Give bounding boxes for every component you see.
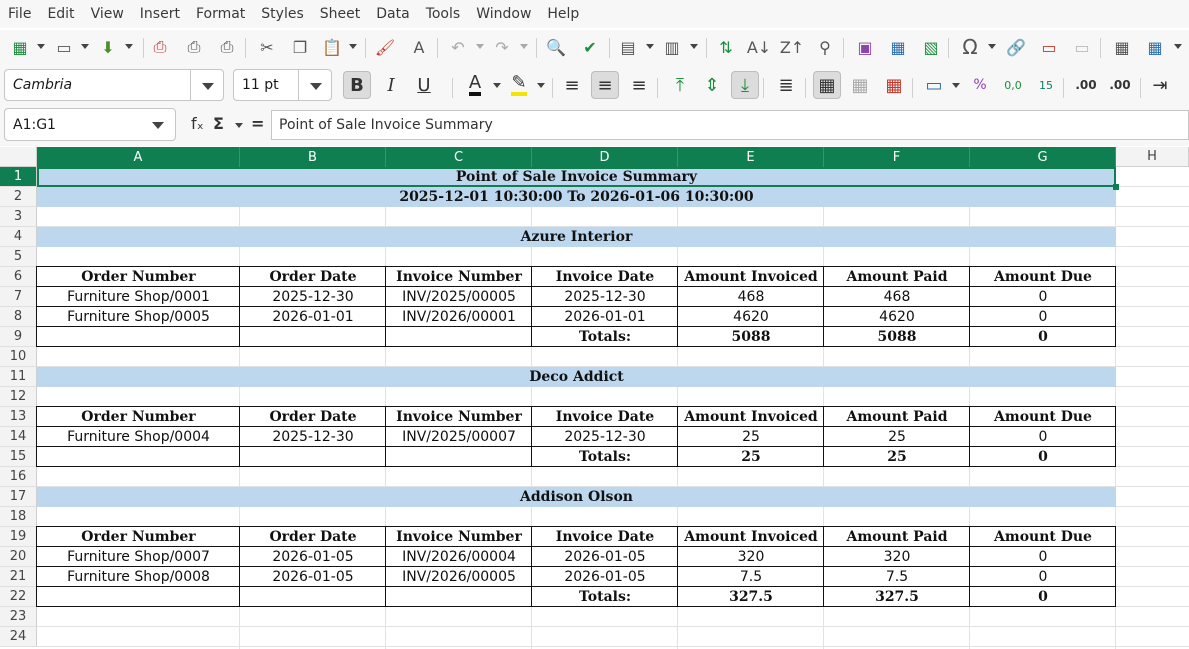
insert-image-icon[interactable]: ▣ (857, 37, 873, 57)
table-cell[interactable]: 320 (883, 549, 911, 565)
date-format-icon[interactable]: 15 (1039, 78, 1053, 92)
column-heading[interactable]: Invoice Number (396, 409, 522, 425)
table-cell[interactable]: 0 (1038, 309, 1048, 325)
export-pdf-icon[interactable]: ⎙ (153, 37, 167, 56)
column-header-f[interactable]: F (824, 147, 970, 167)
totals-cell[interactable]: 327.5 (875, 589, 919, 605)
table-border (37, 426, 1116, 427)
delete-decimal-icon[interactable]: .00 (1109, 78, 1131, 92)
report-title[interactable]: Point of Sale Invoice Summary (37, 167, 1116, 187)
table-cell[interactable]: Furniture Shop/0001 (67, 289, 210, 305)
currency-dropdown-icon[interactable] (952, 83, 960, 88)
table-cell[interactable]: 2025-12-30 (272, 289, 354, 305)
table-cell[interactable]: 4620 (879, 309, 915, 325)
table-cell[interactable]: 25 (742, 429, 760, 445)
row-header-4[interactable]: 4 (0, 227, 37, 247)
autofill-handle[interactable] (1113, 184, 1119, 190)
highlight-dropdown-icon[interactable] (537, 83, 545, 88)
table-border (823, 526, 824, 607)
table-border (677, 526, 678, 607)
table-border (969, 526, 970, 607)
save-dropdown-icon[interactable] (125, 44, 133, 49)
column-heading[interactable]: Amount Paid (846, 409, 948, 425)
table-border (37, 346, 1116, 347)
table-border (1115, 526, 1116, 607)
table-cell[interactable]: INV/2025/00007 (402, 429, 516, 445)
unmerge-cells-icon[interactable]: ▦ (885, 74, 903, 96)
name-box-dropdown-icon[interactable] (141, 109, 175, 140)
grid-line-horizontal (37, 626, 1189, 627)
font-color-icon[interactable]: A (461, 71, 489, 99)
insert-chart-icon[interactable]: ▦ (890, 37, 906, 57)
table-cell[interactable]: 2026-01-05 (564, 569, 646, 585)
row-header-24[interactable]: 24 (0, 627, 37, 647)
freeze-dropdown-icon[interactable] (1174, 44, 1182, 49)
table-border (36, 266, 37, 347)
column-heading[interactable]: Order Number (81, 529, 196, 545)
table-border (677, 266, 678, 347)
table-cell[interactable]: 468 (883, 289, 911, 305)
totals-cell[interactable]: 0 (1038, 589, 1048, 605)
autofilter-icon[interactable]: ⚲ (819, 37, 831, 57)
row-dropdown-icon[interactable] (646, 44, 654, 49)
table-cell[interactable]: 4620 (733, 309, 769, 325)
table-cell[interactable]: 7.5 (739, 569, 763, 585)
table-cell[interactable]: 0 (1038, 289, 1048, 305)
number-format-icon[interactable]: 0,0 (1004, 78, 1022, 92)
column-heading[interactable]: Invoice Date (555, 269, 655, 285)
table-border (531, 266, 532, 347)
totals-label[interactable]: Totals: (578, 589, 632, 605)
row-header-18[interactable]: 18 (0, 507, 37, 527)
table-border (239, 526, 240, 607)
column-heading[interactable]: Order Date (269, 529, 357, 545)
font-color-dropdown-icon[interactable] (493, 83, 501, 88)
totals-label[interactable]: Totals: (578, 449, 632, 465)
table-cell[interactable]: 2026-01-05 (564, 549, 646, 565)
row-header-13[interactable]: 13 (0, 407, 37, 427)
table-cell[interactable]: Furniture Shop/0005 (67, 309, 210, 325)
column-heading[interactable]: Order Number (81, 269, 196, 285)
align-top-icon[interactable]: ⤒ (676, 74, 684, 96)
define-print-area-icon[interactable]: ▦ (1114, 37, 1130, 57)
font-name-dropdown-icon[interactable] (190, 70, 223, 100)
row-header-22[interactable]: 22 (0, 587, 37, 607)
special-character-icon[interactable]: Ω (962, 35, 978, 59)
table-cell[interactable]: 2026-01-01 (272, 309, 354, 325)
table-border (677, 406, 678, 467)
table-cell[interactable]: 0 (1038, 549, 1048, 565)
table-cell[interactable]: 0 (1038, 429, 1048, 445)
formatting-toolbar (0, 64, 1189, 106)
sum-dropdown-icon[interactable] (235, 123, 243, 128)
column-headers (0, 147, 1189, 167)
row-header-10[interactable]: 10 (0, 347, 37, 367)
clone-formatting-icon[interactable]: 🖌 (374, 37, 396, 57)
copy-icon[interactable]: ❐ (292, 37, 308, 57)
table-cell[interactable]: 2025-12-30 (564, 289, 646, 305)
totals-cell[interactable]: 0 (1038, 449, 1048, 465)
column-heading[interactable]: Amount Due (994, 409, 1092, 425)
row-header-5[interactable]: 5 (0, 247, 37, 267)
report-period[interactable]: 2025-12-01 10:30:00 To 2026-01-06 10:30:00 (37, 187, 1116, 207)
menu-sheet[interactable]: Sheet (319, 6, 361, 22)
name-box[interactable] (4, 108, 176, 141)
table-border (239, 406, 240, 467)
totals-label[interactable]: Totals: (578, 329, 632, 345)
table-border (36, 406, 37, 467)
row-header-11[interactable]: 11 (0, 367, 37, 387)
table-border (531, 526, 532, 607)
clear-formatting-icon[interactable]: A (413, 37, 425, 57)
print-icon[interactable]: ⎙ (187, 37, 201, 56)
menu-bar (0, 0, 1189, 28)
comment-icon[interactable]: ▭ (1041, 37, 1057, 57)
formula-bar (0, 106, 1189, 146)
function-wizard-icon[interactable]: fₓ (191, 114, 204, 133)
row-header-17[interactable]: 17 (0, 487, 37, 507)
undo-icon[interactable]: ↶ (451, 37, 465, 57)
table-border (239, 266, 240, 347)
sum-icon[interactable]: Σ (213, 114, 224, 133)
table-cell[interactable]: INV/2025/00005 (402, 289, 516, 305)
freeze-rows-columns-icon[interactable]: ▦ (1147, 37, 1163, 57)
font-name-value[interactable]: Cambria (13, 77, 73, 93)
column-dropdown-icon[interactable] (690, 44, 698, 49)
totals-cell[interactable]: 25 (741, 449, 761, 465)
font-name-box[interactable] (4, 69, 224, 101)
table-border (37, 606, 1116, 607)
column-heading[interactable]: Amount Invoiced (684, 269, 818, 285)
row-header-19[interactable]: 19 (0, 527, 37, 547)
paste-icon[interactable]: 📋 (322, 37, 342, 57)
menu-data[interactable]: Data (376, 6, 410, 22)
column-header-b[interactable]: B (240, 147, 386, 167)
bold-button[interactable]: B (343, 71, 371, 99)
column-heading[interactable]: Amount Due (994, 529, 1092, 545)
totals-cell[interactable]: 0 (1038, 329, 1048, 345)
cut-icon[interactable]: ✂ (260, 37, 274, 57)
column-header-c[interactable]: C (386, 147, 532, 167)
column-heading[interactable]: Order Date (269, 409, 357, 425)
hyperlink-icon[interactable]: 🔗 (1006, 37, 1026, 57)
table-cell[interactable]: 7.5 (885, 569, 909, 585)
currency-format-icon[interactable]: ▭ (925, 74, 943, 96)
table-cell[interactable]: 468 (737, 289, 765, 305)
column-heading[interactable]: Amount Due (994, 269, 1092, 285)
customer-name[interactable]: Azure Interior (37, 227, 1116, 247)
row-header-1[interactable]: 1 (0, 167, 37, 187)
totals-cell[interactable]: 5088 (731, 329, 771, 345)
table-border (823, 266, 824, 347)
print-preview-icon[interactable]: ⎙ (220, 37, 234, 56)
add-decimal-icon[interactable]: .00 (1075, 78, 1097, 92)
row-header-20[interactable]: 20 (0, 547, 37, 567)
underline-button[interactable]: U (417, 74, 431, 96)
column-header-e[interactable]: E (678, 147, 824, 167)
align-left-icon[interactable]: ≡ (564, 74, 580, 96)
column-heading[interactable]: Invoice Date (555, 409, 655, 425)
menu-tools[interactable]: Tools (425, 6, 461, 22)
table-border (385, 266, 386, 347)
table-cell[interactable]: 2025-12-30 (564, 429, 646, 445)
row-header-9[interactable]: 9 (0, 327, 37, 347)
table-cell[interactable]: 2026-01-05 (272, 569, 354, 585)
totals-cell[interactable]: 25 (887, 449, 907, 465)
special-character-dropdown-icon[interactable] (988, 44, 996, 49)
column-header-a[interactable]: A (37, 147, 240, 167)
menu-file[interactable]: File (8, 6, 32, 22)
percent-format-icon[interactable]: % (973, 77, 987, 93)
table-border (1115, 266, 1116, 347)
table-border (37, 266, 1116, 267)
column-heading[interactable]: Amount Paid (846, 269, 948, 285)
font-size-box[interactable] (233, 69, 332, 101)
table-border (969, 266, 970, 347)
column-heading[interactable]: Order Number (81, 409, 196, 425)
table-border (37, 586, 1116, 587)
column-icon[interactable]: ▥ (664, 37, 680, 57)
row-header-15[interactable]: 15 (0, 447, 37, 467)
menu-edit[interactable]: Edit (47, 6, 75, 22)
customer-name[interactable]: Deco Addict (37, 367, 1116, 387)
merge-center-icon[interactable]: ▦ (813, 71, 841, 99)
table-border (37, 326, 1116, 327)
table-border (37, 286, 1116, 287)
spelling-icon[interactable]: ✔ (583, 37, 597, 57)
increase-indent-icon[interactable]: ⇥ (1152, 74, 1168, 96)
formula-equals-icon[interactable]: = (251, 114, 265, 133)
save-icon[interactable]: ⬇ (101, 37, 115, 57)
menu-styles[interactable]: Styles (261, 6, 304, 22)
table-cell[interactable]: 0 (1038, 569, 1048, 585)
merge-cells-icon[interactable]: ▦ (851, 74, 869, 96)
row-header-12[interactable]: 12 (0, 387, 37, 407)
table-cell[interactable]: INV/2026/00005 (402, 569, 516, 585)
table-border (1115, 406, 1116, 467)
paste-dropdown-icon[interactable] (349, 44, 357, 49)
menu-format[interactable]: Format (195, 6, 246, 22)
font-size-value[interactable]: 11 pt (242, 77, 279, 93)
column-heading[interactable]: Invoice Date (555, 529, 655, 545)
table-cell[interactable]: INV/2026/00001 (402, 309, 516, 325)
row-header-8[interactable]: 8 (0, 307, 37, 327)
open-folder-icon[interactable]: ▭ (56, 37, 72, 57)
redo-icon[interactable]: ↷ (495, 37, 509, 57)
menu-help[interactable]: Help (547, 6, 580, 22)
column-heading[interactable]: Amount Paid (846, 529, 948, 545)
table-border (531, 406, 532, 467)
column-header-h[interactable]: H (1116, 147, 1189, 167)
table-border (37, 526, 1116, 527)
customer-name[interactable]: Addison Olson (37, 487, 1116, 507)
totals-cell[interactable]: 327.5 (729, 589, 773, 605)
sort-icon[interactable]: ⇅ (719, 37, 733, 57)
table-border (385, 406, 386, 467)
wrap-text-icon[interactable]: ≣ (778, 74, 794, 96)
table-cell[interactable]: Furniture Shop/0004 (67, 429, 210, 445)
new-dropdown-icon[interactable] (37, 44, 45, 49)
row-header-7[interactable]: 7 (0, 287, 37, 307)
column-heading[interactable]: Order Date (269, 269, 357, 285)
table-border (37, 306, 1116, 307)
font-size-dropdown-icon[interactable] (298, 70, 331, 100)
cell-selection (37, 167, 1116, 187)
column-header-g[interactable]: G (970, 147, 1116, 167)
row-header-6[interactable]: 6 (0, 267, 37, 287)
row-icon[interactable]: ▤ (620, 37, 636, 57)
align-right-icon[interactable]: ≡ (631, 74, 647, 96)
align-bottom-icon[interactable]: ⤓ (731, 71, 759, 99)
table-cell[interactable]: Furniture Shop/0007 (67, 549, 210, 565)
row-header-2[interactable]: 2 (0, 187, 37, 207)
table-border (969, 406, 970, 467)
new-spreadsheet-icon[interactable]: ▦ (12, 37, 28, 57)
table-border (36, 526, 37, 607)
align-center-icon[interactable]: ≡ (591, 71, 619, 99)
row-header-14[interactable]: 14 (0, 427, 37, 447)
column-header-d[interactable]: D (532, 147, 678, 167)
table-border (37, 446, 1116, 447)
name-box-value[interactable]: A1:G1 (13, 116, 56, 133)
menu-window[interactable]: Window (476, 6, 532, 22)
grid-line-horizontal (37, 646, 1189, 647)
find-replace-icon[interactable]: 🔍 (546, 37, 566, 57)
sort-descending-icon[interactable]: Z↑ (779, 37, 805, 57)
column-heading[interactable]: Invoice Number (396, 529, 522, 545)
menu-insert[interactable]: Insert (139, 6, 180, 22)
header-footer-icon[interactable]: ▭ (1074, 37, 1090, 57)
table-border (37, 566, 1116, 567)
table-cell[interactable]: Furniture Shop/0008 (67, 569, 210, 585)
open-dropdown-icon[interactable] (81, 44, 89, 49)
pivot-table-icon[interactable]: ▧ (923, 37, 939, 57)
row-header-23[interactable]: 23 (0, 607, 37, 627)
totals-cell[interactable]: 5088 (877, 329, 917, 345)
sort-ascending-icon[interactable]: A↓ (746, 37, 772, 57)
row-header-21[interactable]: 21 (0, 567, 37, 587)
table-border (37, 466, 1116, 467)
table-border (823, 406, 824, 467)
undo-dropdown-icon[interactable] (476, 44, 484, 49)
table-border (385, 526, 386, 607)
table-cell[interactable]: 2025-12-30 (272, 429, 354, 445)
column-heading[interactable]: Amount Invoiced (684, 529, 818, 545)
center-vertically-icon[interactable]: ⇕ (704, 74, 720, 96)
column-heading[interactable]: Invoice Number (396, 269, 522, 285)
table-cell[interactable]: INV/2026/00004 (402, 549, 516, 565)
highlight-color-icon[interactable]: ✎ (505, 71, 533, 99)
menu-view[interactable]: View (90, 6, 124, 22)
formula-input[interactable]: Point of Sale Invoice Summary (271, 110, 1189, 140)
table-cell[interactable]: 25 (888, 429, 906, 445)
row-header-16[interactable]: 16 (0, 467, 37, 487)
row-header-3[interactable]: 3 (0, 207, 37, 227)
table-cell[interactable]: 320 (737, 549, 765, 565)
standard-toolbar (0, 30, 1189, 64)
column-heading[interactable]: Amount Invoiced (684, 409, 818, 425)
table-border (37, 406, 1116, 407)
table-cell[interactable]: 2026-01-05 (272, 549, 354, 565)
italic-button[interactable]: I (387, 74, 395, 96)
redo-dropdown-icon[interactable] (520, 44, 528, 49)
table-cell[interactable]: 2026-01-01 (564, 309, 646, 325)
table-border (37, 546, 1116, 547)
